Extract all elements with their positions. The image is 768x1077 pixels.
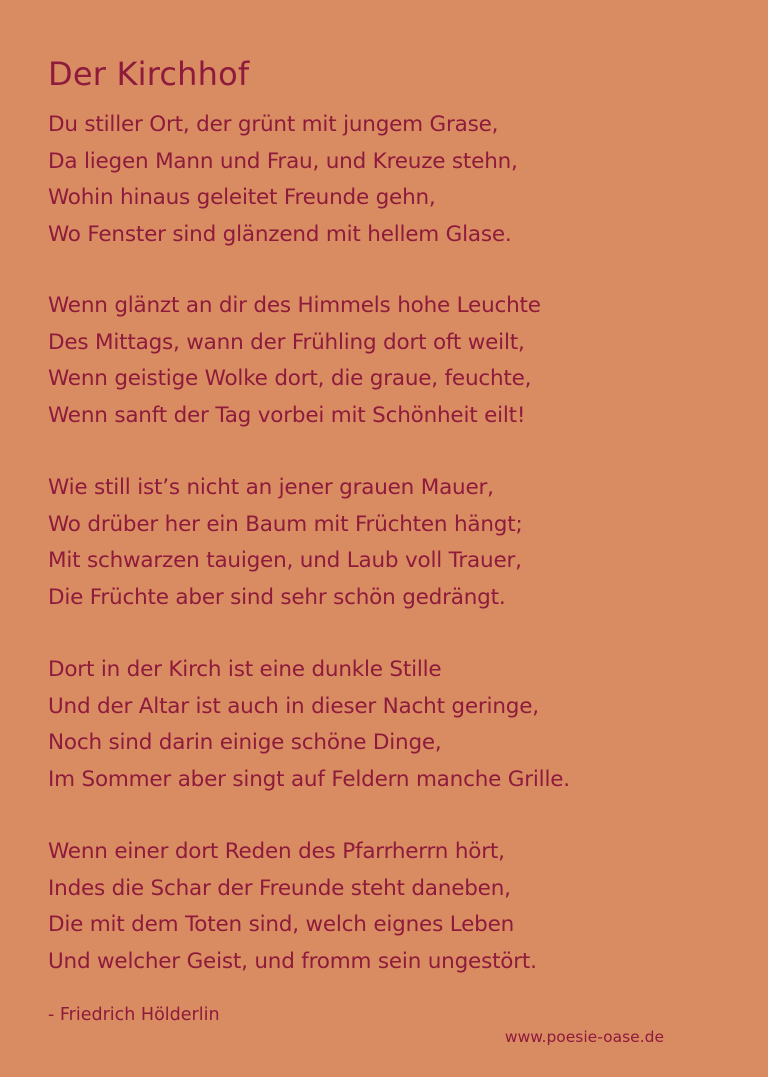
stanza-3 <box>48 470 738 616</box>
poem-line: Wo drüber her ein Baum mit Früchten hängt; <box>48 511 523 537</box>
stanza-4 <box>48 652 738 798</box>
poem-line: Du stiller Ort, der grünt mit jungem Grase, <box>48 112 499 137</box>
poem-line: Des Mittags, wann der Frühling dort oft weilt, <box>48 329 525 355</box>
poem-line: Wenn einer dort Reden des Pfarrherrn hört, <box>48 839 505 864</box>
poem-line: Wohin hinaus geleitet Freunde gehn, <box>48 185 436 210</box>
poem-line: Und der Altar ist auch in dieser Nacht geringe, <box>48 693 539 719</box>
poem-line: Mit schwarzen tauigen, und Laub voll Trauer, <box>48 548 522 573</box>
poem-line: Wenn geistige Wolke dort, die graue, feuchte, <box>48 366 532 391</box>
poem-line: Wenn sanft der Tag vorbei mit Schönheit eilt! <box>48 402 526 428</box>
poem-line: Noch sind darin einige schöne Dinge, <box>48 730 442 755</box>
stanza-1 <box>48 107 738 253</box>
poem-line: Und welcher Geist, und fromm sein ungestört. <box>48 948 537 974</box>
website-url: www.poesie-oase.de <box>504 1028 664 1046</box>
poem-line: Im Sommer aber singt auf Feldern manche Grille. <box>48 766 570 792</box>
poem-line: Dort in der Kirch ist eine dunkle Stille <box>48 657 442 682</box>
poem-title: Der Kirchhof <box>48 55 250 93</box>
poem-line: Da liegen Mann und Frau, und Kreuze stehn, <box>48 148 518 174</box>
stanza-5 <box>48 834 738 980</box>
poem-line: Wie still ist’s nicht an jener grauen Mauer, <box>48 475 494 500</box>
stanza-2 <box>48 288 738 434</box>
poem-line: Wenn glänzt an dir des Himmels hohe Leuchte <box>48 293 541 318</box>
poem-line: Wo Fenster sind glänzend mit hellem Glase. <box>48 221 512 247</box>
poem-line: Die Früchte aber sind sehr schön gedrängt. <box>48 584 506 610</box>
poem-author: - Friedrich Hölderlin <box>48 1005 220 1025</box>
poem-line: Die mit dem Toten sind, welch eignes Leben <box>48 912 515 937</box>
poem-line: Indes die Schar der Freunde steht daneben, <box>48 875 511 901</box>
